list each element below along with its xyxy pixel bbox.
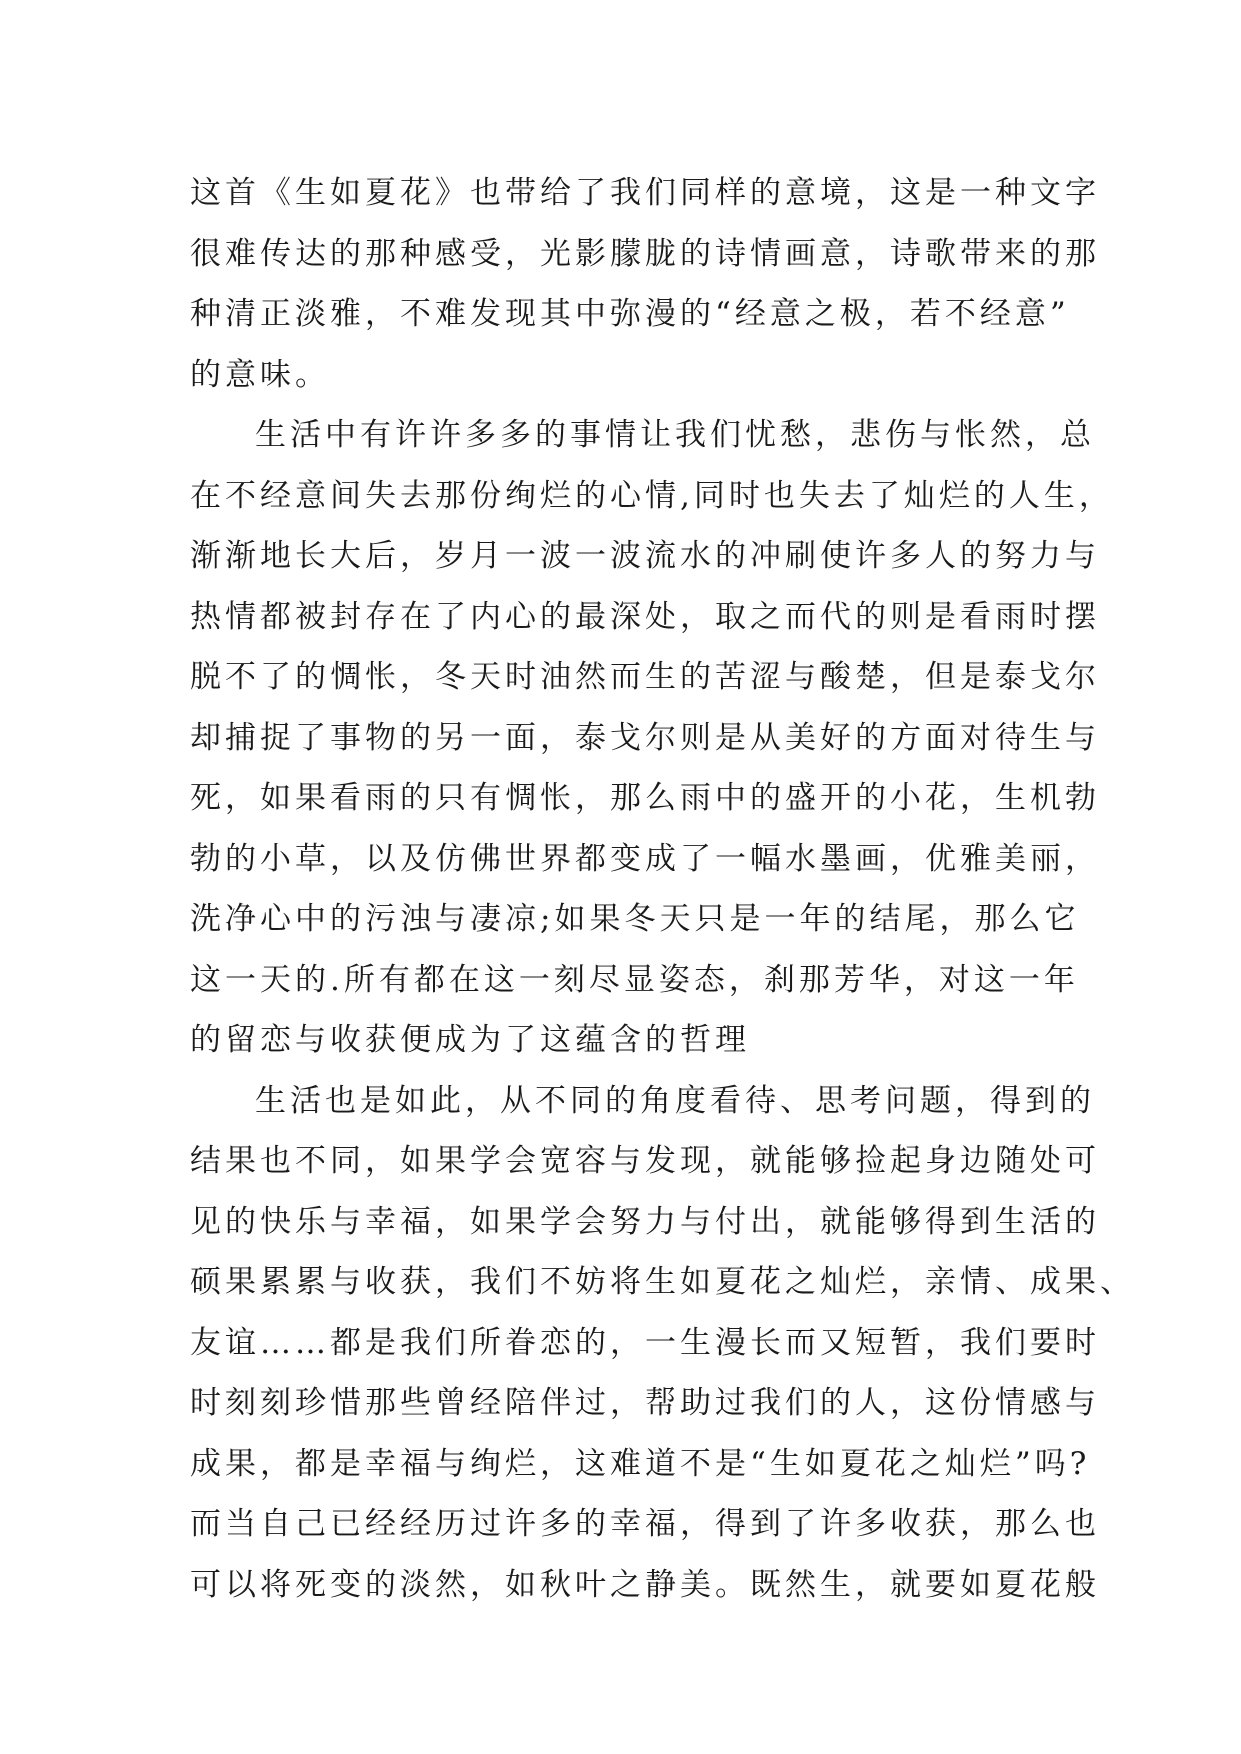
- text-line: 可以将死变的淡然，如秋叶之静美。既然生，就要如夏花般: [190, 1566, 1100, 1603]
- text-line: 生活也是如此，从不同的角度看待、思考问题，得到的: [255, 1082, 1095, 1119]
- text-line: 友谊……都是我们所眷恋的，一生漫长而又短暂，我们要时: [190, 1324, 1100, 1361]
- body-text: [190, 163, 1135, 1615]
- text-line: 死，如果看雨的只有惆怅，那么雨中的盛开的小花，生机勃: [190, 780, 1100, 816]
- text-line: 很难传达的那种感受，光影朦胧的诗情画意，诗歌带来的那: [190, 235, 1100, 272]
- text-line: 时刻刻珍惜那些曾经陪伴过，帮助过我们的人，这份情感与: [190, 1385, 1100, 1421]
- text-line: 却捕捉了事物的另一面，泰戈尔则是从美好的方面对待生与: [190, 719, 1100, 756]
- paragraph-1: [190, 163, 1100, 405]
- text-line: 的意味。: [190, 356, 330, 393]
- paragraph-3: [190, 1071, 1135, 1616]
- text-line: 硕果累累与收获，我们不妨将生如夏花之灿烂，亲情、成果、: [190, 1264, 1135, 1300]
- text-line: 见的快乐与幸福，如果学会努力与付出，就能够得到生活的: [190, 1203, 1100, 1240]
- text-line: 渐渐地长大后，岁月一波一波流水的冲刷使许多人的努力与: [190, 538, 1100, 574]
- text-line: 脱不了的惆怅，冬天时油然而生的苦涩与酸楚，但是泰戈尔: [190, 659, 1100, 695]
- text-line: 结果也不同，如果学会宽容与发现，就能够捡起身边随处可: [190, 1143, 1100, 1179]
- text-line: 生活中有许许多多的事情让我们忧愁，悲伤与怅然，总: [255, 417, 1095, 453]
- paragraph-2: [190, 405, 1114, 1071]
- text-line: 在不经意间失去那份绚烂的心情,同时也失去了灿烂的人生，: [190, 477, 1114, 514]
- text-line: 种清正淡雅，不难发现其中弥漫的“经意之极，若不经意”: [190, 296, 1070, 332]
- text-line: 这一天的.所有都在这一刻尽显姿态，刹那芳华，对这一年: [190, 961, 1079, 998]
- text-line: 成果，都是幸福与绚烂，这难道不是“生如夏花之灿烂”吗?: [190, 1445, 1091, 1482]
- text-line: 勃的小草，以及仿佛世界都变成了一幅水墨画，优雅美丽，: [190, 840, 1100, 877]
- text-line: 热情都被封存在了内心的最深处，取之而代的则是看雨时摆: [190, 598, 1100, 635]
- text-line: 洗净心中的污浊与凄凉;如果冬天只是一年的结尾，那么它: [190, 901, 1080, 937]
- text-line: 的留恋与收获便成为了这蕴含的哲理: [190, 1022, 750, 1058]
- text-line: 而当自己已经经历过许多的幸福，得到了许多收获，那么也: [190, 1506, 1100, 1542]
- text-line: 这首《生如夏花》也带给了我们同样的意境，这是一种文字: [190, 175, 1100, 211]
